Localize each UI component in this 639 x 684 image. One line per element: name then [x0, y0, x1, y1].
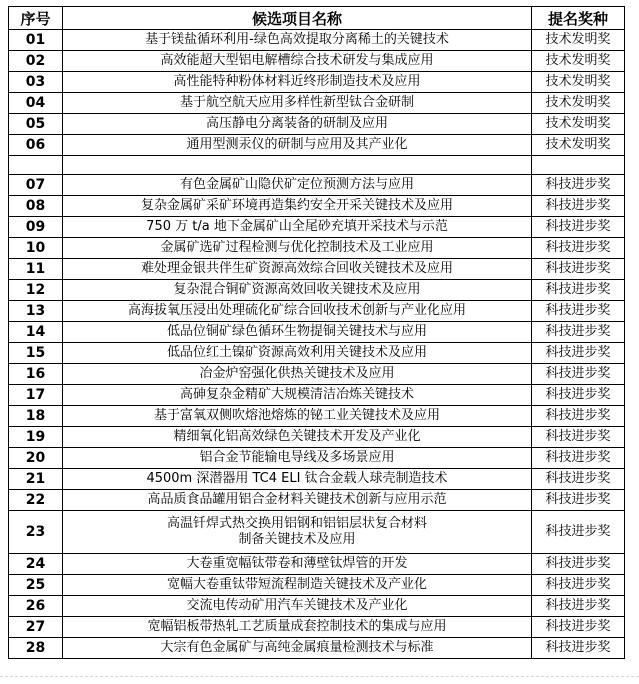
serial-number: 24 — [9, 554, 63, 575]
project-name: 宽幅大卷重钛带短流程制造关键技术及产业化 — [63, 575, 532, 596]
serial-number: 07 — [9, 175, 63, 196]
table-row — [9, 259, 625, 280]
table-row — [9, 490, 625, 511]
project-name: 高砷复杂金精矿大规模清洁冶炼关键技术 — [63, 385, 532, 406]
award-type: 科技进步奖 — [532, 280, 625, 301]
award-type: 科技进步奖 — [532, 448, 625, 469]
table-row — [9, 427, 625, 448]
serial-number: 17 — [9, 385, 63, 406]
award-type: 科技进步奖 — [532, 554, 625, 575]
project-name-multiline — [63, 511, 532, 554]
serial-number: 09 — [9, 217, 63, 238]
project-name: 基于航空航天应用多样性新型钛合金研制 — [63, 93, 532, 114]
award-type: 科技进步奖 — [532, 196, 625, 217]
project-name: 基于镁盐循环利用-绿色高效提取分离稀土的关键技术 — [63, 30, 532, 51]
serial-number: 02 — [9, 51, 63, 72]
table-row — [9, 93, 625, 114]
table-header-row — [9, 7, 625, 30]
award-type: 技术发明奖 — [532, 30, 625, 51]
serial-number: 15 — [9, 343, 63, 364]
serial-number: 16 — [9, 364, 63, 385]
table-row — [9, 554, 625, 575]
header-project-name: 候选项目名称 — [63, 7, 532, 30]
project-name-line: 制备关键技术及应用 — [238, 532, 356, 547]
serial-number: 18 — [9, 406, 63, 427]
table-row — [9, 385, 625, 406]
award-type: 科技进步奖 — [532, 596, 625, 617]
serial-number: 01 — [9, 30, 63, 51]
serial-number: 22 — [9, 490, 63, 511]
table-row — [9, 301, 625, 322]
table-row — [9, 280, 625, 301]
award-type: 科技进步奖 — [532, 385, 625, 406]
project-name: 难处理金银共伴生矿资源高效综合回收关键技术及应用 — [63, 259, 532, 280]
award-type: 科技进步奖 — [532, 406, 625, 427]
project-name: 交流电传动矿用汽车关键技术及产业化 — [63, 596, 532, 617]
table-row-blank-separator — [9, 156, 625, 175]
project-name: 宽幅铝板带热轧工艺质量成套控制技术的集成与应用 — [63, 617, 532, 638]
serial-number: 08 — [9, 196, 63, 217]
table-row — [9, 575, 625, 596]
serial-number: 04 — [9, 93, 63, 114]
project-name: 冶金炉窑强化供热关键技术及应用 — [63, 364, 532, 385]
table-row — [9, 72, 625, 93]
candidate-projects-table — [8, 6, 625, 659]
serial-number: 20 — [9, 448, 63, 469]
serial-number — [9, 156, 63, 175]
award-type: 科技进步奖 — [532, 259, 625, 280]
award-type — [532, 156, 625, 175]
header-serial-number: 序号 — [9, 7, 63, 30]
header-award-type: 提名奖种 — [532, 7, 625, 30]
project-name: 基于富氧双侧吹熔池熔炼的铋工业关键技术及应用 — [63, 406, 532, 427]
project-name: 有色金属矿山隐伏矿定位预测方法与应用 — [63, 175, 532, 196]
award-type: 科技进步奖 — [532, 469, 625, 490]
table-row — [9, 217, 625, 238]
table-row — [9, 175, 625, 196]
award-type: 科技进步奖 — [532, 511, 625, 554]
table-row — [9, 638, 625, 659]
table-row — [9, 238, 625, 259]
project-name: 低品位铜矿绿色循环生物提铜关键技术与应用 — [63, 322, 532, 343]
award-type: 科技进步奖 — [532, 427, 625, 448]
project-name: 高效能超大型铝电解槽综合技术研发与集成应用 — [63, 51, 532, 72]
award-type: 科技进步奖 — [532, 638, 625, 659]
serial-number: 21 — [9, 469, 63, 490]
table-row — [9, 114, 625, 135]
serial-number: 13 — [9, 301, 63, 322]
table-row — [9, 30, 625, 51]
award-type: 技术发明奖 — [532, 72, 625, 93]
project-name-line: 高温钎焊式热交换用铝钢和铝铝层状复合材料 — [166, 516, 427, 531]
table-row — [9, 617, 625, 638]
project-name: 复杂混合铜矿资源高效回收关键技术及应用 — [63, 280, 532, 301]
serial-number: 06 — [9, 135, 63, 156]
serial-number: 14 — [9, 322, 63, 343]
serial-number: 05 — [9, 114, 63, 135]
award-type: 科技进步奖 — [532, 238, 625, 259]
award-type: 科技进步奖 — [532, 364, 625, 385]
table-row — [9, 343, 625, 364]
award-type: 科技进步奖 — [532, 617, 625, 638]
project-name: 低品位红土镍矿资源高效利用关键技术及应用 — [63, 343, 532, 364]
award-type: 技术发明奖 — [532, 93, 625, 114]
award-type: 技术发明奖 — [532, 51, 625, 72]
award-type: 科技进步奖 — [532, 217, 625, 238]
award-type: 科技进步奖 — [532, 301, 625, 322]
table-row — [9, 406, 625, 427]
table-row — [9, 322, 625, 343]
table-row — [9, 511, 625, 554]
table-row — [9, 196, 625, 217]
award-type: 科技进步奖 — [532, 175, 625, 196]
project-name: 高性能特种粉体材料近终形制造技术及应用 — [63, 72, 532, 93]
project-name: 金属矿选矿过程检测与优化控制技术及工业应用 — [63, 238, 532, 259]
project-name: 高压静电分离装备的研制及应用 — [63, 114, 532, 135]
award-type: 技术发明奖 — [532, 135, 625, 156]
serial-number: 11 — [9, 259, 63, 280]
table-row — [9, 469, 625, 490]
serial-number: 25 — [9, 575, 63, 596]
project-name: 大宗有色金属矿与高纯金属痕量检测技术与标准 — [63, 638, 532, 659]
project-name — [63, 156, 532, 175]
project-name: 4500m 深潜器用 TC4 ELI 钛合金载人球壳制造技术 — [63, 469, 532, 490]
project-name: 通用型测汞仪的研制与应用及其产业化 — [63, 135, 532, 156]
project-name: 铝合金节能输电导线及多场景应用 — [63, 448, 532, 469]
table-row — [9, 51, 625, 72]
serial-number: 26 — [9, 596, 63, 617]
award-type: 技术发明奖 — [532, 114, 625, 135]
table-row — [9, 364, 625, 385]
table-row — [9, 135, 625, 156]
project-name: 750 万 t/a 地下金属矿山全尾砂充填开采技术与示范 — [63, 217, 532, 238]
serial-number: 28 — [9, 638, 63, 659]
project-name: 高海拔氧压浸出处理硫化矿综合回收技术创新与产业化应用 — [63, 301, 532, 322]
serial-number: 12 — [9, 280, 63, 301]
serial-number: 23 — [9, 511, 63, 554]
project-name: 大卷重宽幅钛带卷和薄壁钛焊管的开发 — [63, 554, 532, 575]
table-row — [9, 596, 625, 617]
serial-number: 03 — [9, 72, 63, 93]
serial-number: 10 — [9, 238, 63, 259]
project-name: 复杂金属矿采矿环境再造集约安全开采关键技术及应用 — [63, 196, 532, 217]
award-type: 科技进步奖 — [532, 322, 625, 343]
award-type: 科技进步奖 — [532, 490, 625, 511]
table-row — [9, 448, 625, 469]
project-name: 精细氧化铝高效绿色关键技术开发及产业化 — [63, 427, 532, 448]
award-type: 科技进步奖 — [532, 343, 625, 364]
project-name: 高品质食品罐用铝合金材料关键技术创新与应用示范 — [63, 490, 532, 511]
serial-number: 27 — [9, 617, 63, 638]
award-type: 科技进步奖 — [532, 575, 625, 596]
serial-number: 19 — [9, 427, 63, 448]
